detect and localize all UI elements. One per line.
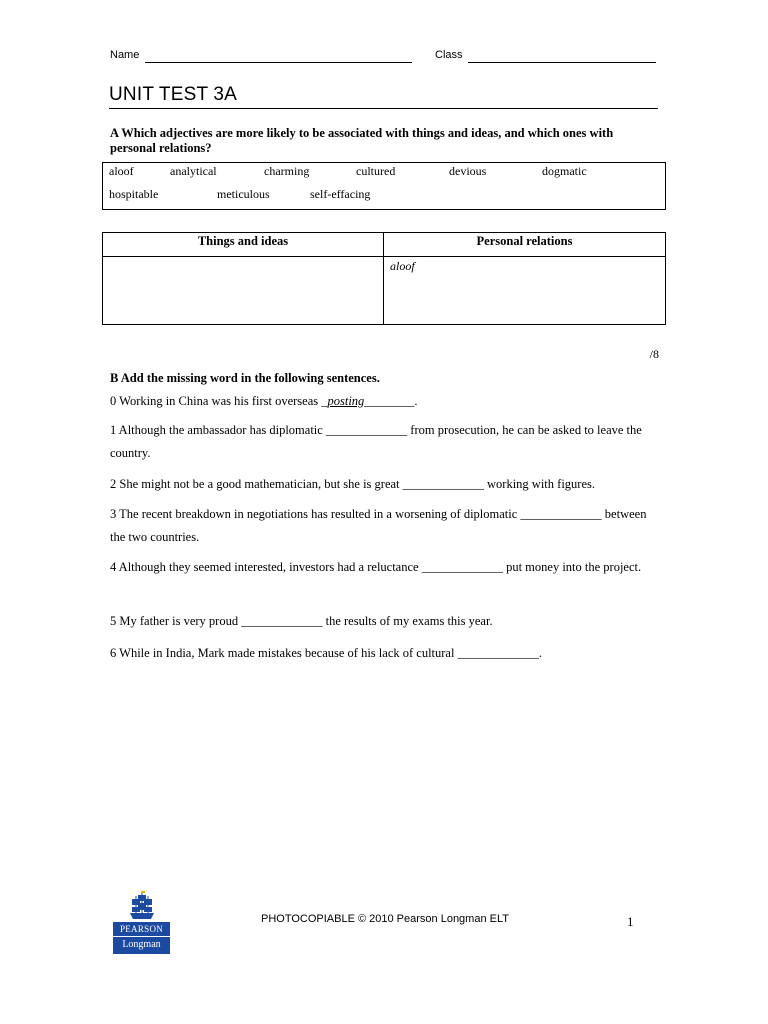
class-field-line[interactable] bbox=[468, 62, 656, 63]
example-after: ________. bbox=[364, 394, 418, 408]
col-header-personal: Personal relations bbox=[384, 233, 666, 257]
class-label: Class bbox=[435, 49, 463, 61]
word-dogmatic: dogmatic bbox=[542, 164, 587, 178]
example-before: 0 Working in China was his first overseas _ bbox=[110, 394, 328, 408]
pearson-longman-logo bbox=[113, 891, 170, 954]
col-header-things: Things and ideas bbox=[103, 233, 384, 257]
title-rule bbox=[109, 108, 658, 109]
name-field-line[interactable] bbox=[145, 62, 412, 63]
sentence-1: 1 Although the ambassador has diplomatic _____________ from prosecution, he can be asked to leave the country. bbox=[110, 423, 642, 460]
word-box bbox=[102, 162, 666, 210]
section-a-instruction: A Which adjectives are more likely to be associated with things and ideas, and which ones with personal relations? bbox=[110, 126, 614, 155]
word-aloof: aloof bbox=[109, 164, 134, 178]
answer-cell-things[interactable] bbox=[103, 257, 384, 325]
word-self-effacing: self-effacing bbox=[310, 187, 371, 201]
word-analytical: analytical bbox=[170, 164, 217, 178]
sentence-2: 2 She might not be a good mathematician, but she is great _____________ working with figures. bbox=[110, 477, 595, 491]
sentence-6: 6 While in India, Mark made mistakes because of his lack of cultural _____________. bbox=[110, 646, 542, 660]
name-label: Name bbox=[110, 49, 140, 61]
word-meticulous: meticulous bbox=[217, 187, 270, 201]
section-b-instruction: B Add the missing word in the following sentences. bbox=[110, 371, 380, 385]
word-charming: charming bbox=[264, 164, 310, 178]
section-a-score: /8 bbox=[649, 347, 659, 361]
sentence-5: 5 My father is very proud _____________ the results of my exams this year. bbox=[110, 614, 493, 628]
example-sentence bbox=[110, 390, 662, 413]
sentence-3: 3 The recent breakdown in negotiations has resulted in a worsening of diplomatic _____________ between the two countries. bbox=[110, 507, 647, 544]
answer-table bbox=[102, 232, 666, 325]
word-cultured: cultured bbox=[356, 164, 396, 178]
logo-pearson-text: PEARSON bbox=[113, 922, 170, 936]
answer-cell-personal[interactable] bbox=[384, 257, 666, 325]
answer-personal-value: aloof bbox=[390, 259, 415, 273]
word-hospitable: hospitable bbox=[109, 187, 159, 201]
example-answer: posting bbox=[327, 394, 365, 408]
page-title: UNIT TEST 3A bbox=[109, 84, 238, 105]
page-number: 1 bbox=[627, 914, 634, 929]
copyright-footer: PHOTOCOPIABLE © 2010 Pearson Longman ELT bbox=[261, 913, 509, 925]
answer-things-value bbox=[103, 257, 383, 259]
sentence-4: 4 Although they seemed interested, investors had a reluctance _____________ put money into the project. bbox=[110, 560, 642, 574]
logo-longman-text: Longman bbox=[113, 937, 170, 954]
ship-icon bbox=[129, 891, 155, 921]
word-devious: devious bbox=[449, 164, 487, 178]
